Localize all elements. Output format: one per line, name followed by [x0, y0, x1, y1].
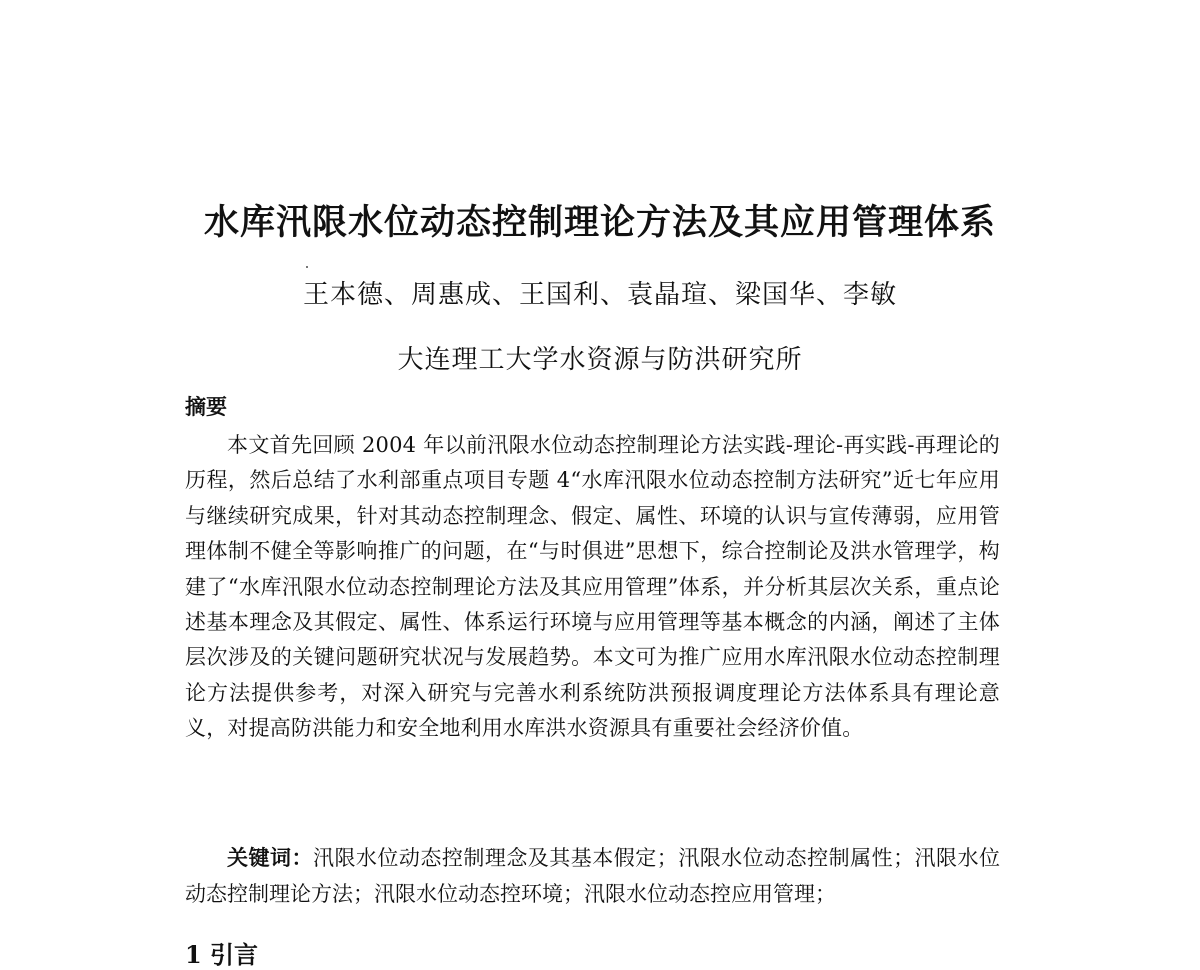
abstract-heading: 摘要: [185, 394, 227, 419]
author-list: 王本德、周惠成、王国利、袁晶瑄、梁国华、李敏: [302, 280, 897, 310]
affiliation: 大连理工大学水资源与防洪研究所: [397, 345, 803, 375]
keywords-text: 汛限水位动态控制理念及其基本假定；汛限水位动态控制属性；汛限水位动态控制理论方法；汛限水位动态控环境；汛限水位动态控应用管理；: [185, 846, 1001, 906]
paper-title: 水库汛限水位动态控制理论方法及其应用管理体系: [203, 203, 996, 243]
scan-speck: [306, 266, 308, 268]
keywords-paragraph: [185, 840, 1000, 912]
section-heading-introduction: 1 引言: [185, 940, 259, 969]
abstract-body: 本文首先回顾 2004 年以前汛限水位动态控制理论方法实践-理论-再实践-再理论的历程，然后总结了水利部重点项目专题 4“水库汛限水位动态控制方法研究”近七年应用与继续研究成果，针对其动态控制理念、假定、属性、环境的认识与宣传薄弱，应用管理体制不健全等影响推广的问题，在“与时俱进”思想下，综合控制论及洪水管理学，构建了“水库汛限水位动态控制理论方法及其应用管理”体系，并分析其层次关系，重点论述基本理念及其假定、属性、体系运行环境与应用管理等基本概念的内涵，阐述了主体层次涉及的关键问题研究状况与发展趋势。本文可为推广应用水库汛限水位动态控制理论方法提供参考，对深入研究与完善水利系统防洪预报调度理论方法体系具有理论意义，对提高防洪能力和安全地利用水库洪水资源具有重要社会经济价值。: [185, 433, 1000, 741]
keywords-label: 关键词：: [227, 845, 313, 870]
